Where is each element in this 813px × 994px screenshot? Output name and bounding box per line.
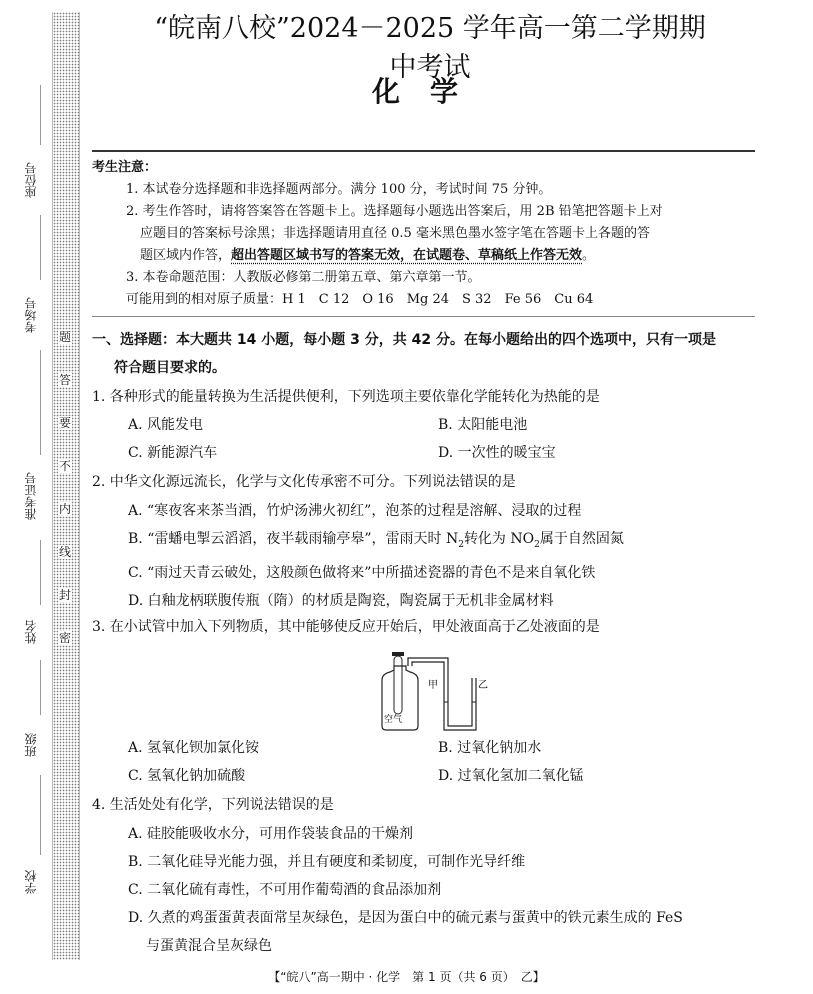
option-d: D. 白釉龙柄联腹传瓶（隋）的材质是陶瓷，陶瓷属于无机非金属材料: [128, 592, 554, 609]
fill-line: [40, 215, 41, 280]
fill-line: [40, 775, 41, 855]
option-a: A. 硅胶能吸收水分，可用作袋装食品的干燥剂: [128, 826, 414, 842]
seal-char: 要: [58, 416, 71, 430]
option-c: C. 氢氧化钠加硫酸: [128, 768, 246, 784]
page-footer: 【“皖八”高一期中 · 化学 第 1 页（共 6 页） 乙】: [268, 970, 545, 984]
notice-heading: 考生注意：: [92, 160, 158, 175]
subject-title: 化学: [371, 75, 488, 108]
question-stem: 4. 生活处处有化学，下列说法错误的是: [92, 797, 334, 813]
notice-item: 题区域内作答，超出答题区域书写的答案无效，在试题卷、草稿纸上作答无效。: [140, 248, 596, 263]
notice-item: 1. 本试卷分选择题和非选择题两部分。满分 100 分，考试时间 75 分钟。: [126, 182, 552, 197]
label-yi: 乙: [478, 680, 488, 691]
seat-number-label: 座位号: [24, 162, 38, 198]
admission-number-label: 准考证号: [24, 472, 38, 520]
fill-line: [40, 540, 41, 605]
fill-line: [40, 85, 41, 145]
seal-strip: [52, 12, 80, 960]
seal-char: 不: [58, 459, 71, 473]
name-label: 姓名: [24, 620, 38, 644]
question-options: [128, 411, 748, 467]
notice-item: 3. 本卷命题范围：人教版必修第二册第五章、第六章第一节。: [126, 270, 481, 285]
seal-char: 答: [58, 373, 71, 387]
divider: [92, 150, 755, 152]
label-air: 空气: [384, 715, 403, 725]
seal-char: 内: [58, 502, 71, 516]
question-stem: 1. 各种形式的能量转换为生活提供便利，下列选项主要依靠化学能转化为热能的是: [92, 389, 600, 405]
exam-title: “皖南八校”2024－2025 学年高一第二学期期中考试: [154, 13, 706, 83]
fill-line: [40, 350, 41, 455]
class-label: 班级: [24, 733, 38, 757]
divider: [92, 316, 755, 317]
question-stem: 2. 中华文化源远流长，化学与文化传承密不可分。下列说法错误的是: [92, 474, 516, 490]
question-options: [128, 820, 768, 960]
fill-line: [40, 660, 41, 715]
option-c: C. 新能源汽车: [128, 445, 218, 461]
notice-item: 应题目的答案标号涂黑；非选择题请用直径 0.5 毫米黑色墨水签字笔在答题卡上各题的答: [140, 226, 650, 241]
seal-char: 密: [58, 631, 71, 645]
seal-char: 线: [58, 545, 71, 559]
option-d: D. 过氧化氢加二氧化锰: [438, 768, 584, 784]
school-label: 学校: [24, 870, 38, 894]
exam-notice: [92, 157, 757, 311]
seal-char: 封: [58, 588, 71, 602]
apparatus-diagram: [370, 650, 500, 732]
option-d-continued: 与蛋黄混合呈灰绿色: [146, 938, 272, 954]
option-a: A. 风能发电: [128, 417, 204, 433]
option-d: D. 久煮的鸡蛋蛋黄表面常呈灰绿色，是因为蛋白中的硫元素与蛋黄中的铁元素生成的 FeS: [128, 910, 683, 926]
question-options: [128, 734, 748, 790]
seal-char: 题: [58, 330, 71, 344]
option-b: B. 过氧化钠加水: [438, 740, 542, 756]
option-a: A. 氢氧化钡加氯化铵: [128, 740, 260, 756]
option-b: B. 二氧化硅导光能力强，并且有硬度和柔韧度，可制作光导纤维: [128, 854, 526, 870]
section-heading: 一、选择题：本大题共 14 小题，每小题 3 分，共 42 分。在每小题给出的四个选项中，只有一项是 符合题目要求的。: [92, 332, 716, 376]
question-options: [128, 497, 768, 615]
question-stem: 3. 在小试管中加入下列物质，其中能够使反应开始后，甲处液面高于乙处液面的是: [92, 619, 600, 635]
option-a: A. “寒夜客来茶当酒，竹炉汤沸火初红”，泡茶的过程是溶解、浸取的过程: [128, 503, 582, 519]
option-b: B. 太阳能电池: [438, 417, 528, 433]
notice-item: 2. 考生作答时，请将答案答在答题卡上。选择题每小题选出答案后，用 2B 铅笔把答题卡上对: [126, 204, 663, 219]
option-b: B. “雷蟠电掣云滔滔，夜半载雨输亭皋”，雷雨天时 $N_2$转化为 $NO_2$属于自然固氮: [128, 531, 624, 550]
option-c: C. “雨过天青云破处，这般颜色做将来”中所描述瓷器的青色不是来自氧化铁: [128, 564, 596, 581]
label-jia: 甲: [428, 680, 438, 691]
option-d: D. 一次性的暖宝宝: [438, 445, 556, 461]
atomic-mass-line: 可能用到的相对原子质量：H 1 C 12 O 16 Mg 24 S 32 Fe 56 Cu 64: [126, 292, 594, 307]
exam-room-label: 考场号: [24, 297, 38, 333]
option-c: C. 二氧化硫有毒性，不可用作葡萄酒的食品添加剂: [128, 882, 442, 898]
notice-emphasis: 超出答题区域书写的答案无效，在试题卷、草稿纸上作答无效: [231, 248, 583, 263]
